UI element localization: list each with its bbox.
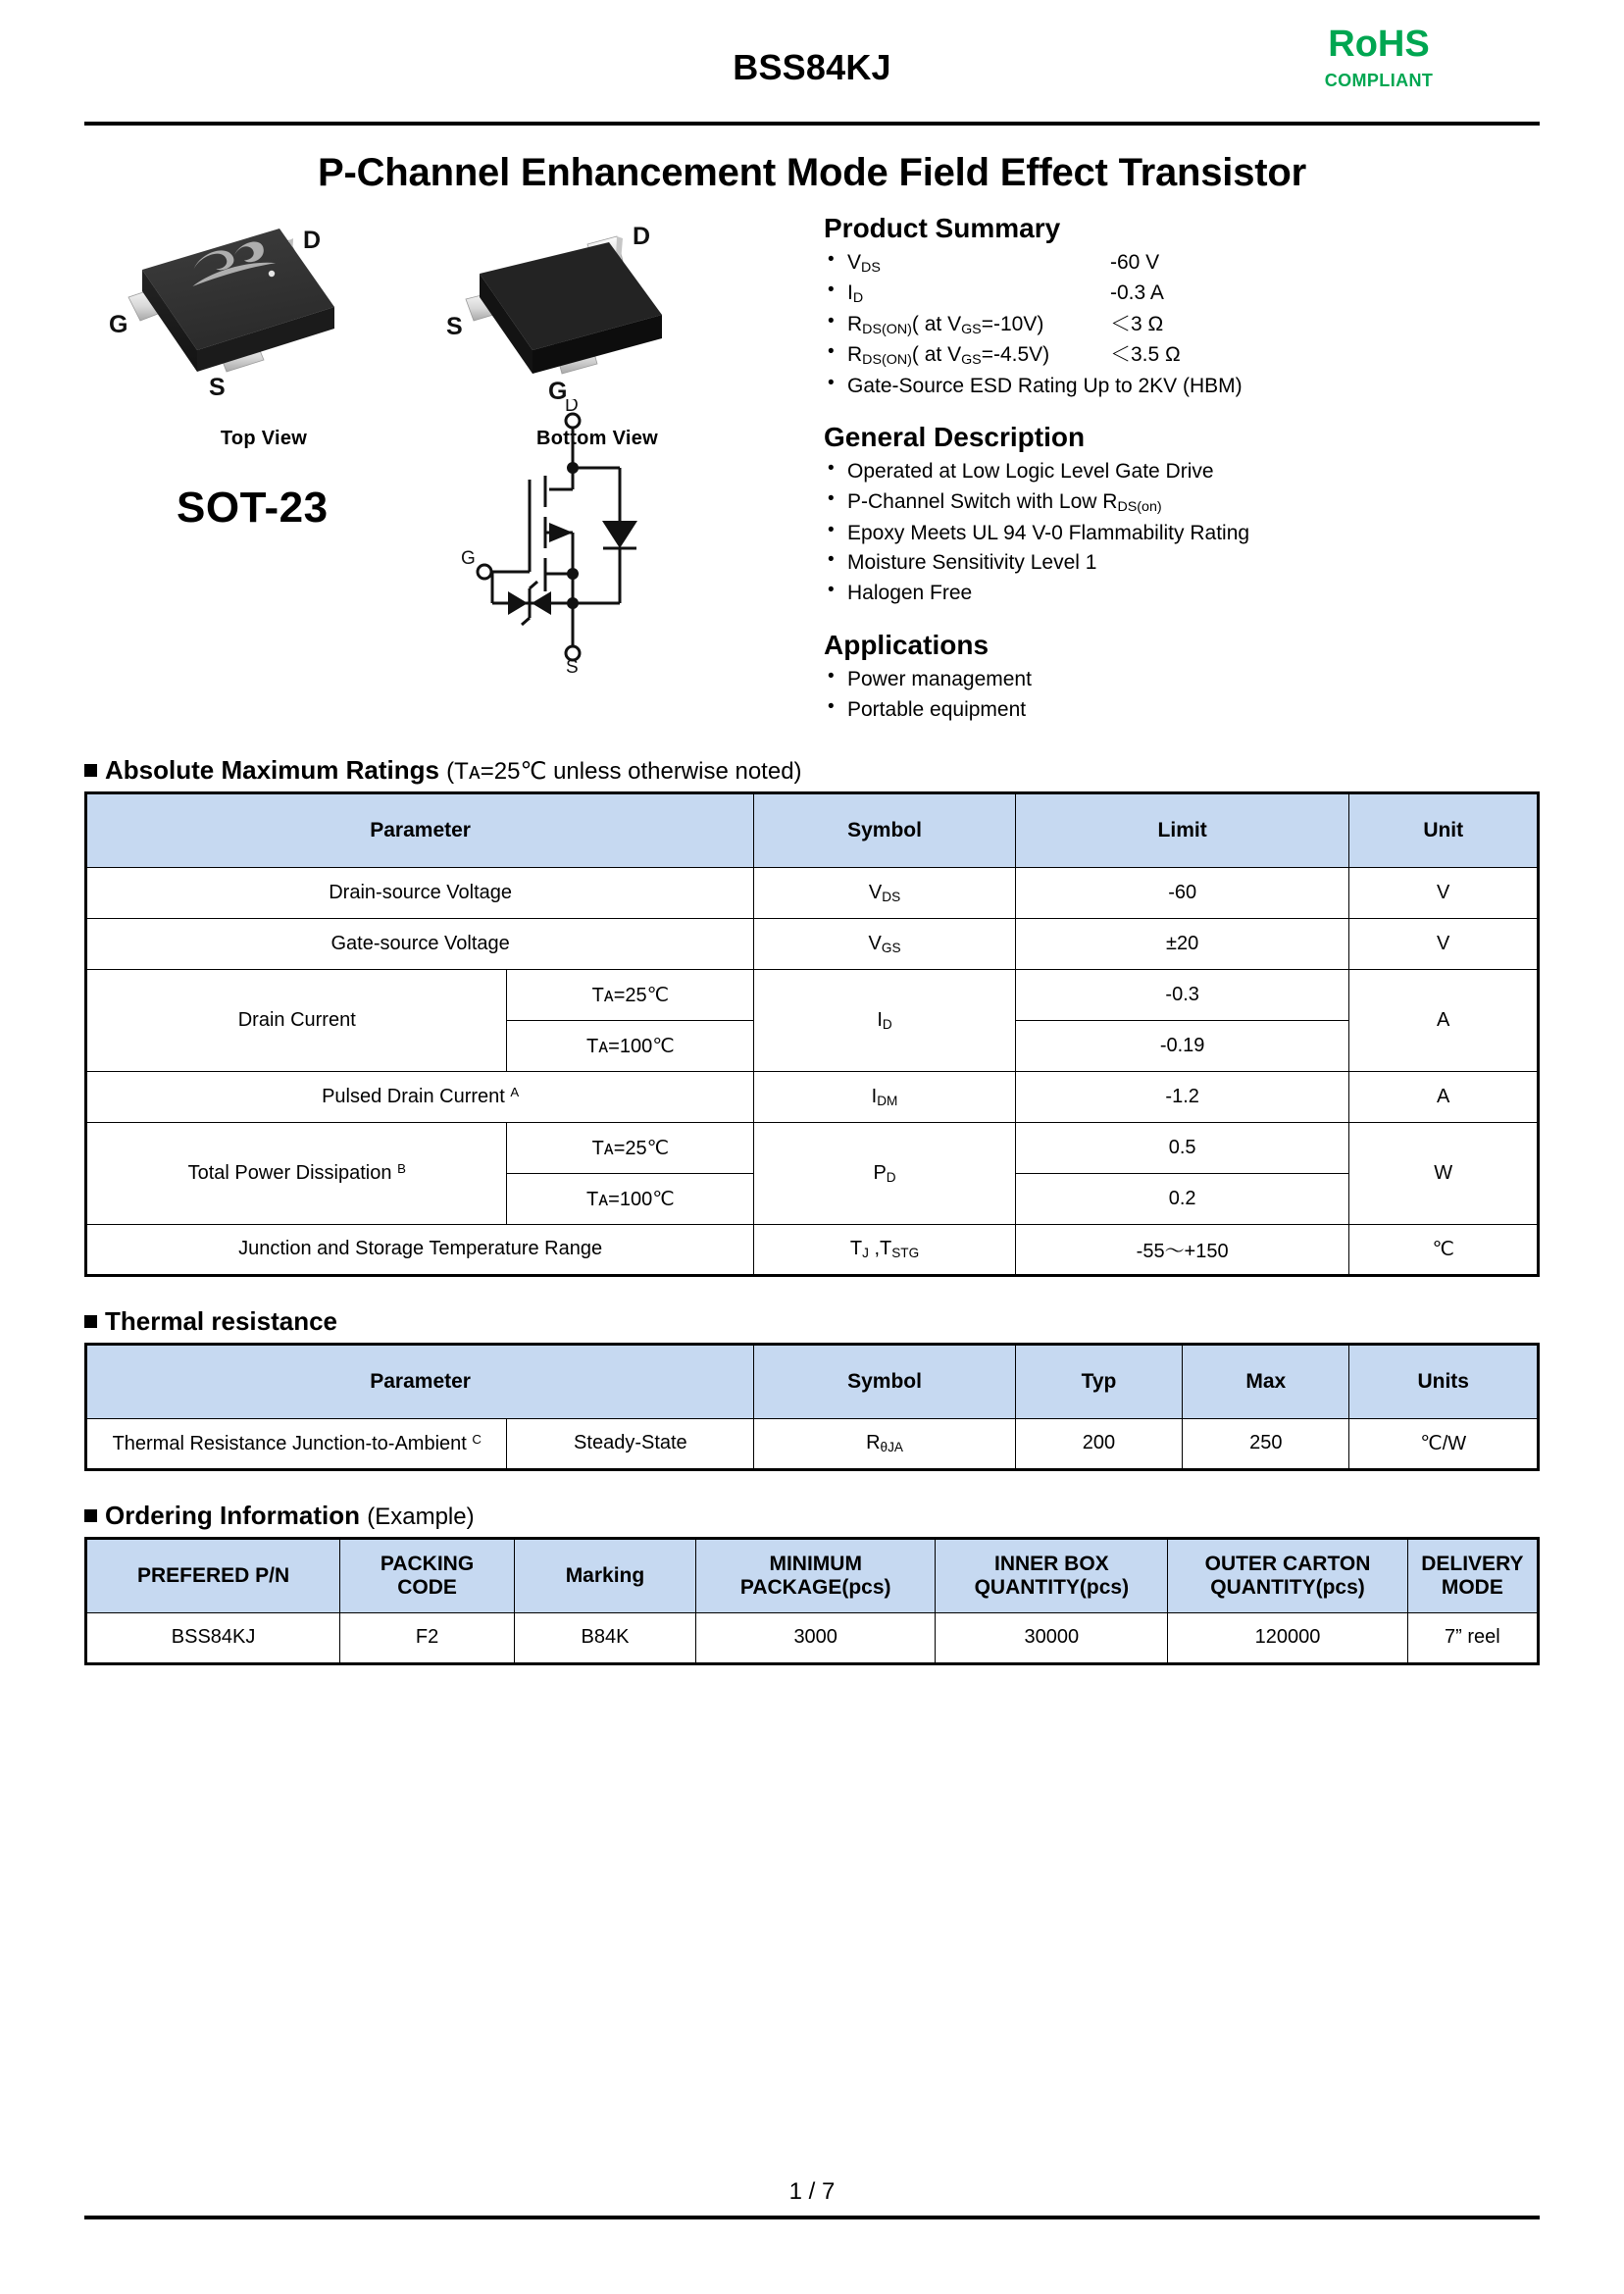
row-pd-param-text: Total Power Dissipation <box>187 1162 392 1185</box>
abs-max-col-unit: Unit <box>1349 792 1539 867</box>
row-id-cond-25: Tᴀ=25℃ <box>507 969 754 1020</box>
table-row <box>86 1612 1539 1663</box>
row-vgs-symbol-sub: GS <box>881 940 901 955</box>
row-vgs-symbol: $V_{GS}$ <box>754 918 1016 969</box>
rohs-compliant-label: COMPLIANT <box>1324 71 1434 90</box>
rohs-badge <box>1291 25 1467 91</box>
thermal-row-cond: Steady-State <box>507 1418 754 1469</box>
table-row <box>86 1122 1539 1173</box>
thermal-row-max: 250 <box>1183 1418 1349 1469</box>
ordering-col-min-package <box>696 1538 936 1612</box>
summary-rds1-sub2: GS <box>961 321 982 337</box>
bullet-square-icon <box>84 1315 97 1328</box>
ordering-title-bold: Ordering Information <box>105 1500 360 1530</box>
thermal-row-param-text: Thermal Resistance Junction-to-Ambient <box>112 1432 467 1454</box>
top-view-pin-s: S <box>209 374 226 401</box>
thermal-title-bold: Thermal resistance <box>105 1305 338 1336</box>
part-number-title: BSS84KJ <box>733 47 891 87</box>
page-header <box>84 0 1540 116</box>
thermal-header-row <box>86 1344 1539 1418</box>
gd-item-1-sub: DS(on) <box>1117 499 1162 516</box>
row-tj-limit: -55～+150 <box>1015 1224 1349 1275</box>
ordering-col-packing-l2: CODE <box>397 1575 457 1599</box>
row-vds-unit: V <box>1349 867 1539 918</box>
ordering-col-packing-l1: PACKING <box>380 1552 475 1575</box>
row-idm-param-text: Pulsed Drain Current <box>322 1086 505 1108</box>
app-item-1: • Portable equipment <box>824 695 1540 725</box>
abs-max-title-cond: (Tᴀ=25℃ unless otherwise noted) <box>446 757 802 785</box>
thermal-col-units: Units <box>1349 1344 1539 1418</box>
intro-section <box>84 213 1540 726</box>
row-vds-symbol: $V_{DS}$ <box>754 867 1016 918</box>
ordering-val-packing-code: F2 <box>340 1612 515 1663</box>
header-divider <box>84 122 1540 126</box>
thermal-col-symbol: Symbol <box>754 1344 1016 1418</box>
summary-rds1-sub: DS(ON) <box>862 321 912 337</box>
row-idm-symbol: $I_{DM}$ <box>754 1071 1016 1122</box>
row-idm-footnote: A <box>510 1085 520 1100</box>
applications-list <box>824 665 1540 725</box>
ordering-col-packing-code <box>340 1538 515 1612</box>
ordering-col-delivery-l1: DELIVERY <box>1421 1552 1524 1575</box>
row-id-param: Drain Current <box>86 969 507 1071</box>
table-row <box>86 969 1539 1020</box>
thermal-row-symbol: $R_{\theta JA}$ <box>754 1418 1016 1469</box>
applications-heading: Applications <box>824 630 990 661</box>
thermal-title <box>84 1306 1540 1337</box>
summary-rds1-mid: ( at V <box>911 312 962 335</box>
summary-rds1-value: ＜3 Ω <box>1110 312 1164 335</box>
page-number: 1 / 7 <box>788 2178 836 2205</box>
summary-id-value: -0.3 A <box>1110 281 1164 305</box>
row-tj-symbol: $T_J$ $,T_{STG}$ <box>754 1224 1016 1275</box>
row-pd-unit: W <box>1349 1122 1539 1224</box>
row-pd-limit-100: 0.2 <box>1015 1173 1349 1224</box>
table-row <box>86 1224 1539 1275</box>
table-row <box>86 1418 1539 1469</box>
thermal-col-parameter: Parameter <box>86 1344 754 1418</box>
row-pd-symbol-sub: D <box>886 1169 896 1185</box>
thermal-row-typ: 200 <box>1015 1418 1182 1469</box>
schematic-pin-g: G <box>461 548 476 569</box>
abs-max-header-row <box>86 792 1539 867</box>
ordering-col-outer-l2: QUANTITY(pcs) <box>1210 1575 1365 1599</box>
row-vds-limit: -60 <box>1015 867 1349 918</box>
ordering-information-table <box>84 1537 1540 1665</box>
summary-item-vds: • $V_{DS}$ -60 V <box>824 248 1540 278</box>
row-pd-param <box>86 1122 507 1224</box>
package-name: SOT-23 <box>177 484 329 532</box>
summary-rds2-sub: DS(ON) <box>862 352 912 369</box>
bullet-square-icon <box>84 1509 97 1522</box>
page-title: P-Channel Enhancement Mode Field Effect Transistor <box>318 151 1306 194</box>
summary-id-sub: D <box>852 290 864 307</box>
ordering-title-example: (Example) <box>367 1503 475 1530</box>
thermal-row-units: ℃/W <box>1349 1418 1539 1469</box>
ordering-val-pn: BSS84KJ <box>86 1612 340 1663</box>
row-pd-cond-100: Tᴀ=100℃ <box>507 1173 754 1224</box>
summary-rds2-mid: ( at V <box>911 343 962 367</box>
gd-item-1 <box>824 487 1540 517</box>
ordering-col-delivery-l2: MODE <box>1441 1575 1503 1599</box>
thermal-col-max: Max <box>1183 1344 1349 1418</box>
intro-text-column <box>810 213 1540 726</box>
row-tj-unit: ℃ <box>1349 1224 1539 1275</box>
row-pd-limit-25: 0.5 <box>1015 1122 1349 1173</box>
gd-item-2: • Epoxy Meets UL 94 V-0 Flammability Rating <box>824 519 1540 548</box>
abs-max-title <box>84 755 1540 786</box>
ordering-col-inner-l2: QUANTITY(pcs) <box>974 1575 1130 1599</box>
row-vgs-limit: ±20 <box>1015 918 1349 969</box>
sot23-bottom-view-graphic <box>440 213 754 419</box>
summary-rds2-value: ＜3.5 Ω <box>1110 343 1181 367</box>
ordering-col-outer-l1: OUTER CARTON <box>1204 1552 1371 1575</box>
gd-item-0: • Operated at Low Logic Level Gate Drive <box>824 457 1540 486</box>
abs-max-col-limit: Limit <box>1015 792 1349 867</box>
row-tj-symbol-sub2: STG <box>891 1246 920 1261</box>
row-id-symbol: $I_D$ <box>754 969 1016 1071</box>
thermal-row-symbol-sub: θJA <box>880 1440 903 1455</box>
top-view-pin-d: D <box>303 227 322 254</box>
row-idm-limit: -1.2 <box>1015 1071 1349 1122</box>
absolute-maximum-ratings-table <box>84 791 1540 1277</box>
table-row <box>86 1071 1539 1122</box>
footer-divider <box>84 2216 1540 2219</box>
row-idm-symbol-sub: DM <box>877 1093 898 1108</box>
row-pd-footnote: B <box>397 1161 406 1177</box>
row-id-limit-25: -0.3 <box>1015 969 1349 1020</box>
summary-item-rdson-10v: • $R_{DS(ON)}$( at $V_{GS}=-10V$) ＜3 Ω <box>824 310 1540 339</box>
summary-item-rdson-45v: • $R_{DS(ON)}$( at $V_{GS}=-4.5V$) ＜3.5 Ω <box>824 340 1540 370</box>
mosfet-schematic-symbol <box>447 399 741 679</box>
rohs-label: RoHS <box>1328 24 1430 65</box>
summary-rds2-sub2: GS <box>961 352 982 369</box>
row-tj-symbol-mid: ,T <box>868 1238 892 1260</box>
ordering-col-marking <box>514 1538 695 1612</box>
row-pd-symbol: $P_D$ <box>754 1122 1016 1224</box>
row-pd-cond-25: Tᴀ=25℃ <box>507 1122 754 1173</box>
abs-max-col-parameter: Parameter <box>86 792 754 867</box>
thermal-col-typ: Typ <box>1015 1344 1182 1418</box>
bottom-view-pin-d: D <box>633 223 651 250</box>
row-vgs-unit: V <box>1349 918 1539 969</box>
ordering-col-pn-l1: PREFERED P/N <box>136 1563 290 1587</box>
table-row <box>86 867 1539 918</box>
schematic-pin-s: S <box>566 657 579 674</box>
ordering-title <box>84 1501 1540 1531</box>
ordering-header-row <box>86 1538 1539 1612</box>
summary-vds-value: -60 V <box>1110 251 1160 274</box>
summary-item-esd: • Gate-Source ESD Rating Up to 2KV (HBM) <box>824 372 1540 401</box>
ordering-val-delivery-mode: 7” reel <box>1407 1612 1538 1663</box>
product-summary-list <box>824 248 1540 400</box>
top-view-label: Top View <box>220 428 308 449</box>
top-view-pin-g: G <box>109 311 128 338</box>
bottom-view-pin-s: S <box>446 313 463 340</box>
sot23-top-view-graphic <box>107 213 421 419</box>
bullet-square-icon <box>84 764 97 777</box>
summary-rds1-end: =-10V) <box>981 312 1044 335</box>
row-id-limit-100: -0.19 <box>1015 1020 1349 1071</box>
gd-item-3: • Moisture Sensitivity Level 1 <box>824 548 1540 578</box>
row-id-unit: A <box>1349 969 1539 1071</box>
ordering-val-outer-carton: 120000 <box>1168 1612 1407 1663</box>
row-idm-unit: A <box>1349 1071 1539 1122</box>
ordering-val-marking: B84K <box>514 1612 695 1663</box>
general-description-heading: General Description <box>824 422 1086 453</box>
row-vgs-param: Gate-source Voltage <box>86 918 754 969</box>
row-vds-symbol-sub: DS <box>882 889 901 904</box>
row-id-cond-100: Tᴀ=100℃ <box>507 1020 754 1071</box>
general-description-list <box>824 457 1540 608</box>
bottom-view-pin-g: G <box>548 378 568 405</box>
thermal-resistance-table <box>84 1343 1540 1471</box>
gd-item-1-text: P-Channel Switch with Low R <box>847 490 1118 514</box>
ordering-val-inner-box: 30000 <box>936 1612 1168 1663</box>
row-tj-symbol-sub: J <box>862 1246 869 1261</box>
page-footer <box>84 2178 1540 2219</box>
abs-max-title-bold: Absolute Maximum Ratings <box>105 754 439 785</box>
abs-max-col-symbol: Symbol <box>754 792 1016 867</box>
summary-vds-sub: DS <box>861 260 881 277</box>
ordering-col-minpkg-l1: MINIMUM <box>769 1552 862 1575</box>
package-illustrations <box>84 213 810 726</box>
ordering-col-outer-carton <box>1168 1538 1407 1612</box>
product-summary-heading: Product Summary <box>824 213 1061 243</box>
package-top-view <box>102 213 426 450</box>
ordering-col-delivery-mode <box>1407 1538 1538 1612</box>
row-idm-param <box>86 1071 754 1122</box>
ordering-col-inner-box <box>936 1538 1168 1612</box>
thermal-row-param <box>86 1418 507 1469</box>
thermal-row-footnote: C <box>472 1431 482 1447</box>
gd-item-4: • Halogen Free <box>824 579 1540 608</box>
row-vds-param: Drain-source Voltage <box>86 867 754 918</box>
row-id-symbol-sub: D <box>882 1016 892 1032</box>
schematic-pin-d: D <box>565 399 579 416</box>
ordering-col-pn <box>86 1538 340 1612</box>
summary-item-id: • $I_D$ -0.3 A <box>824 279 1540 308</box>
bottom-view-label: Bottom View <box>535 428 659 449</box>
app-item-0: • Power management <box>824 665 1540 694</box>
ordering-col-minpkg-l2: PACKAGE(pcs) <box>739 1575 891 1599</box>
summary-rds2-end: =-4.5V) <box>981 343 1050 367</box>
ordering-col-inner-l1: INNER BOX <box>994 1552 1109 1575</box>
table-row <box>86 918 1539 969</box>
row-tj-param: Junction and Storage Temperature Range <box>86 1224 754 1275</box>
ordering-val-min-package: 3000 <box>696 1612 936 1663</box>
ordering-col-marking-l1: Marking <box>565 1563 645 1587</box>
